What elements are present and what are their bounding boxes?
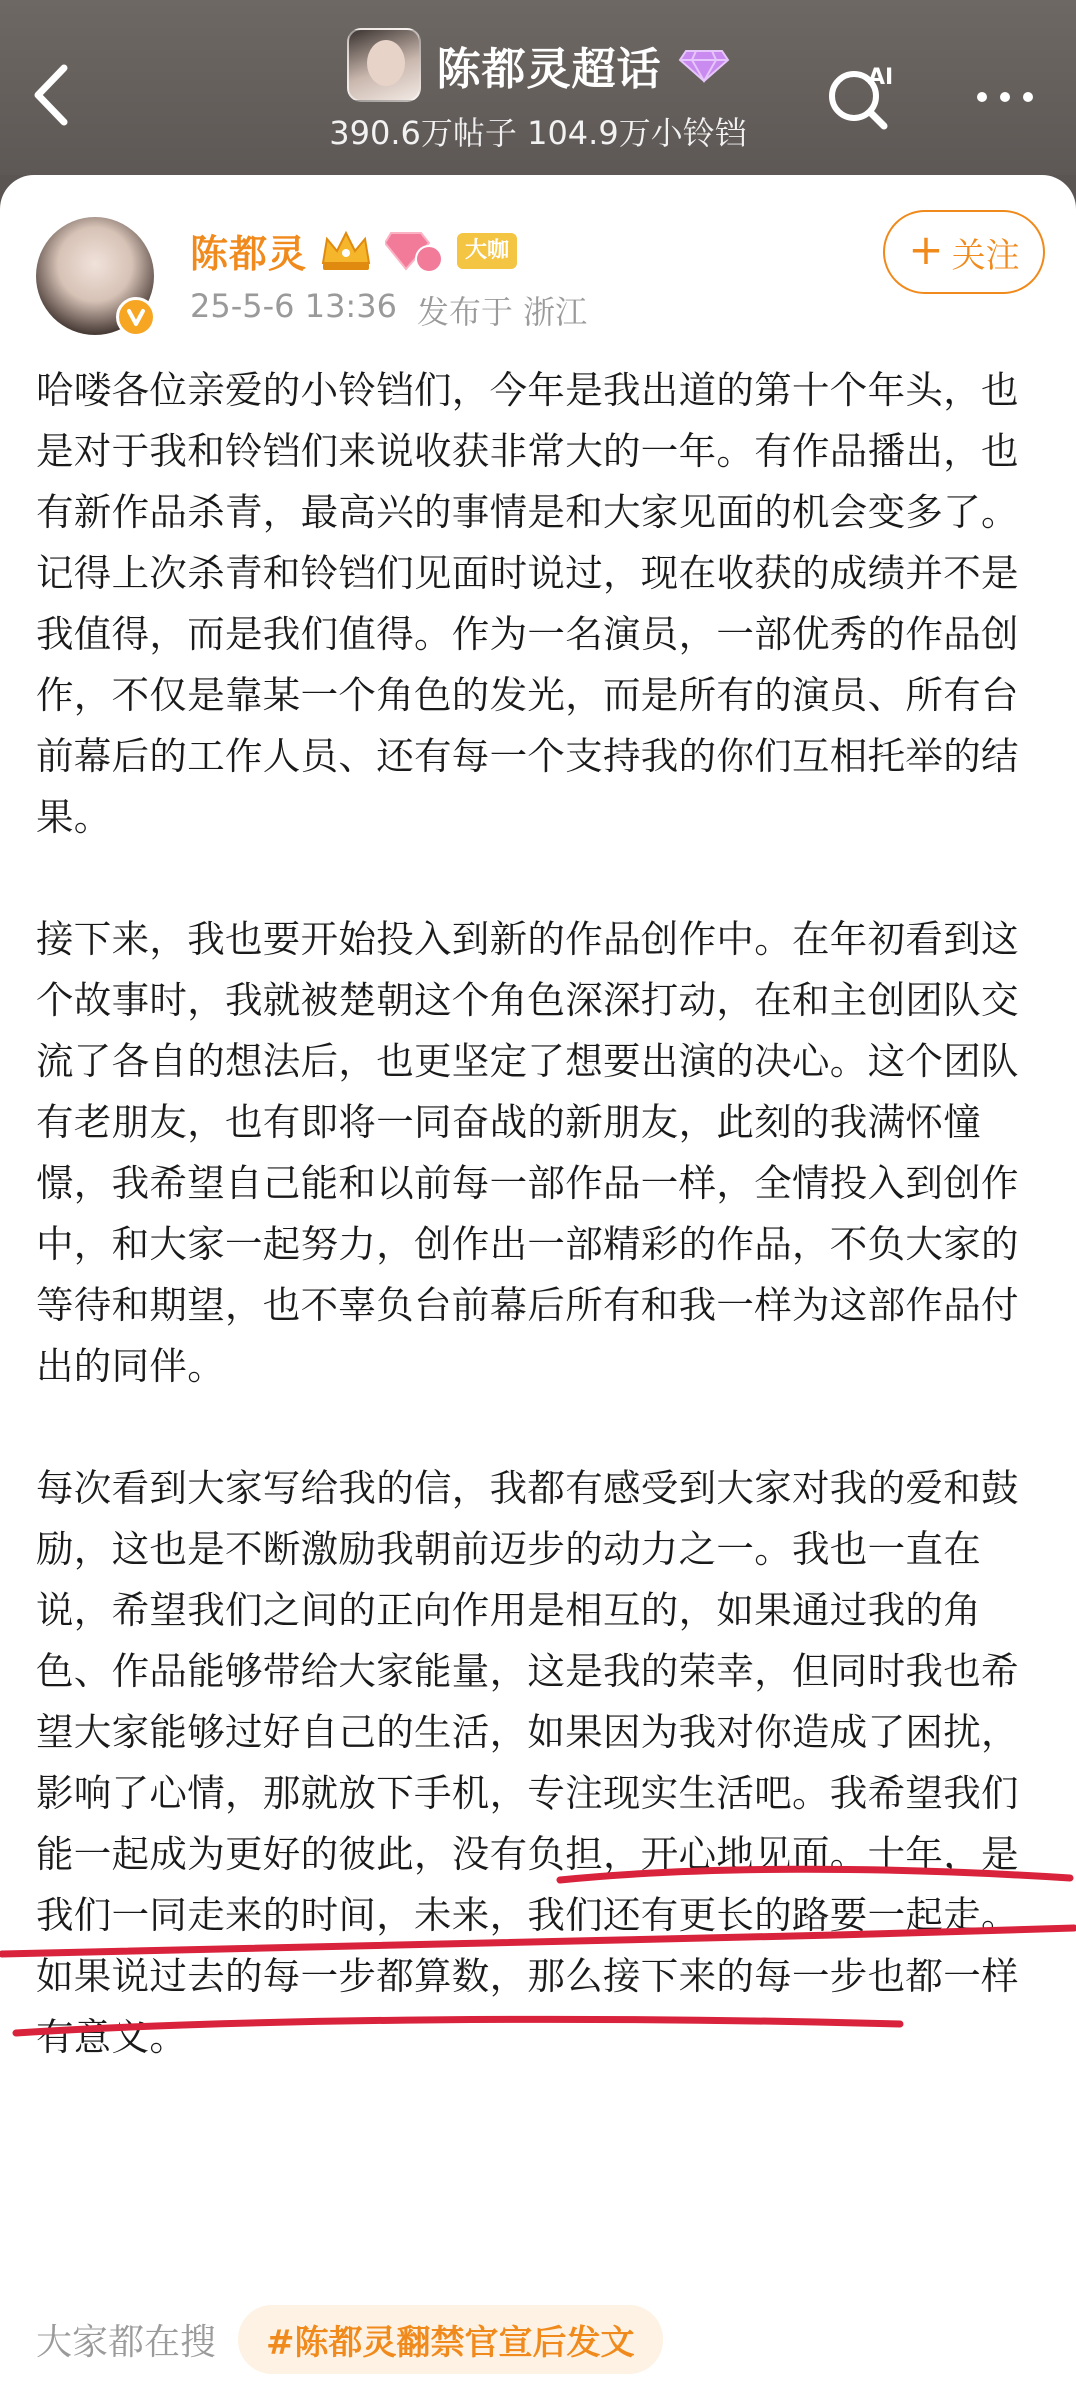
post-card (0, 175, 1076, 2392)
ai-search-icon (822, 58, 898, 134)
post-paragraph: 记得上次杀青和铃铛们见面时说过，现在收获的成绩并不是我值得，而是我们值得。作为一名演员，一部优秀的作品创作，不仅是靠某一个角色的发光，而是所有的演员、所有台前幕后的工作人员、还有每一个支持我的你们互相托举的结果。 (36, 551, 1019, 839)
author-line (190, 223, 517, 278)
post-paragraph: 每次看到大家写给我的信，我都有感受到大家对我的爱和鼓励，这也是不断激励我朝前迈步的动力之一。我也一直在说，希望我们之间的正向作用是相互的，如果通过我的角色、作品能够带给大家能量，这是我的荣幸，但同时我也希望大家能够过好自己的生活，如果因为我对你造成了困扰，影响了心情，那就放下手机，专注现实生活吧。我希望我们能一起成为更好的彼此，没有负担，开心地见面。十年，是我们一同走来的时间，未来，我们还有更长的路要一起走。如果说过去的每一步都算数，那么接下来的每一步也都一样有意义。 (36, 1466, 1019, 2059)
svg-text:AI: AI (868, 65, 894, 90)
post-meta (190, 287, 587, 333)
crown-icon (319, 229, 373, 273)
more-dot (977, 92, 987, 102)
ai-search-button[interactable] (822, 58, 898, 134)
topic-header (0, 0, 1076, 175)
follow-label: 关注 (951, 235, 1020, 276)
post-paragraph: 接下来，我也要开始投入到新的作品创作中。在年初看到这个故事时，我就被楚朝这个角色深深打动，在和主创团队交流了各自的想法后，也更坚定了想要出演的决心。这个团队有老朋友，也有即将一同奋战的新朋友，此刻的我满怀憧憬，我希望自己能和以前每一部作品一样，全情投入到创作中，和大家一起努力，创作出一部精彩的作品，不负大家的等待和期望，也不辜负台前幕后所有和我一样为这部作品付出的同伴。 (36, 917, 1019, 1388)
author-name[interactable]: 陈都灵 (190, 232, 308, 276)
more-dot (1023, 92, 1033, 102)
post-paragraph: 哈喽各位亲爱的小铃铛们，今年是我出道的第十个年头，也是对于我和铃铛们来说收获非常大的一年。有作品播出，也有新作品杀青，最高兴的事情是和大家见面的机会变多了。 (36, 368, 1019, 534)
post-location: 发布于 浙江 (416, 293, 588, 331)
verified-icon (116, 297, 156, 337)
diamond-icon (678, 47, 730, 83)
more-dot (1000, 92, 1010, 102)
trending-search (36, 2305, 663, 2374)
paragraph-gap (36, 848, 1046, 909)
title-row[interactable] (0, 28, 1076, 102)
post-body (36, 360, 1046, 2068)
author-avatar[interactable] (36, 217, 154, 335)
trending-tag[interactable]: #陈都灵翻禁官宣后发文 (238, 2305, 663, 2374)
more-button[interactable] (965, 62, 1045, 132)
topic-title: 陈都灵超话 (436, 44, 662, 95)
topic-avatar (347, 28, 421, 102)
follow-button[interactable] (883, 210, 1045, 294)
paragraph-gap (36, 1397, 1046, 1458)
post-date: 25-5-6 13:36 (190, 287, 397, 325)
topic-stats: 390.6万帖子 104.9万小铃铛 (329, 114, 747, 152)
trending-label: 大家都在搜 (36, 2322, 217, 2363)
daka-badge: 大咖 (457, 233, 517, 269)
fan-level-icon (385, 229, 445, 273)
plus-icon: + (908, 225, 944, 274)
